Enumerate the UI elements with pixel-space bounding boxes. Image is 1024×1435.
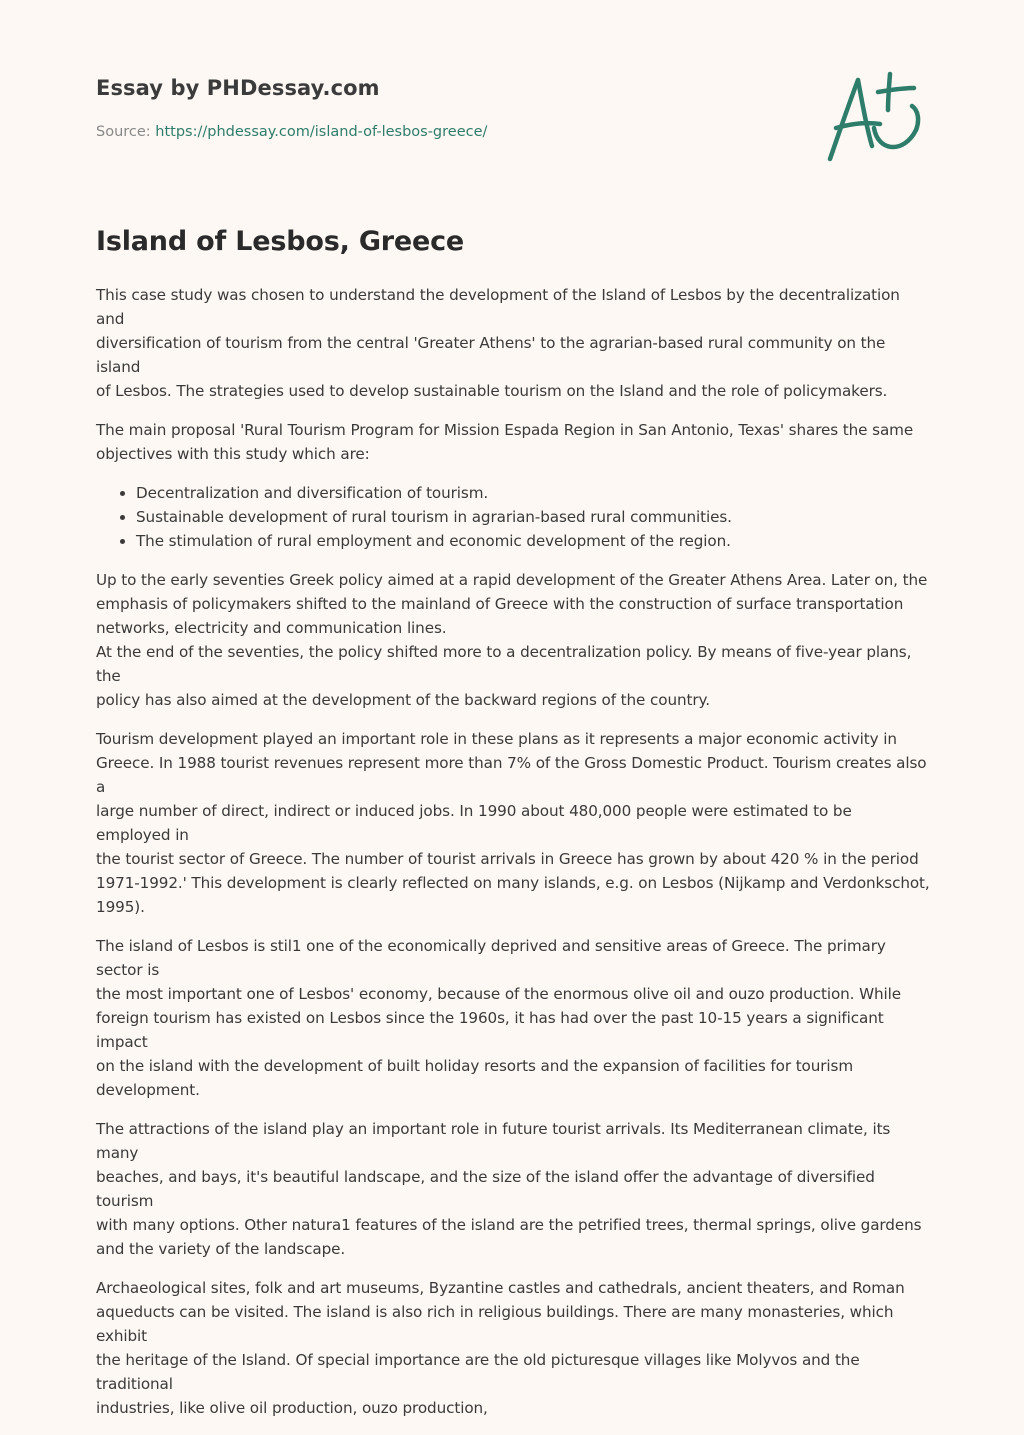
- paragraph-line: on the island with the development of built holiday resorts and the expansion of facilities for tourism: [96, 1057, 854, 1075]
- paragraph-line: the heritage of the Island. Of special importance are the old picturesque villages like Molyvos and the traditional: [96, 1351, 860, 1393]
- paragraph-line: Archaeological sites, folk and art museums, Byzantine castles and cathedrals, ancient theaters, and Roman: [96, 1279, 905, 1297]
- list-item: • Decentralization and diversification of tourism.: [136, 481, 930, 505]
- essay-content: [96, 226, 930, 1435]
- paragraph-line: Up to the early seventies Greek policy aimed at a rapid development of the Greater Athens Area. Later on, the: [96, 571, 928, 589]
- paragraph-line: networks, electricity and communication lines.: [96, 619, 447, 637]
- archaeology-paragraph: [96, 1276, 930, 1420]
- policy-paragraph: [96, 568, 930, 712]
- paragraph-line: development.: [96, 1081, 200, 1099]
- paragraph-line: policy has also aimed at the development of the backward regions of the country.: [96, 691, 710, 709]
- paragraph-line: Tourism development played an important role in these plans as it represents a major economic activity in: [96, 730, 897, 748]
- paragraph-line: the most important one of Lesbos' economy, because of the enormous olive oil and ouzo production. While: [96, 985, 902, 1003]
- paragraph-line: At the end of the seventies, the policy shifted more to a decentralization policy. By means of five-year plans, the: [96, 643, 912, 685]
- paragraph-line: The island of Lesbos is stil1 one of the economically deprived and sensitive areas of Greece. The primary sector is: [96, 937, 886, 979]
- paragraph-line: foreign tourism has existed on Lesbos since the 1960s, it has had over the past 10-15 years a significant impact: [96, 1009, 884, 1051]
- paragraph-line: diversification of tourism from the central 'Greater Athens' to the agrarian-based rural community on the island: [96, 334, 886, 376]
- essay-title: Island of Lesbos, Greece: [96, 226, 465, 257]
- paragraph-line: The main proposal 'Rural Tourism Program for Mission Espada Region in San Antonio, Texas' shares the same: [96, 421, 914, 439]
- paragraph-line: and the variety of the landscape.: [96, 1240, 346, 1258]
- source-label: Source:: [96, 124, 156, 140]
- list-item: • Sustainable development of rural tourism in agrarian-based rural communities.: [136, 505, 930, 529]
- tourism-paragraph: [96, 727, 930, 919]
- paragraph-line: objectives with this study which are:: [96, 445, 370, 463]
- paragraph-line: The attractions of the island play an important role in future tourist arrivals. Its Mediterranean climate, its many: [96, 1120, 891, 1162]
- site-title: Essay by PHDessay.com: [96, 76, 380, 100]
- island-paragraph: [96, 934, 930, 1102]
- paragraph-line: industries, like olive oil production, ouzo production,: [96, 1399, 488, 1417]
- paragraph-line: beaches, and bays, it's beautiful landscape, and the size of the island offer the advantage of diversified tourism: [96, 1168, 875, 1210]
- list-item: • The stimulation of rural employment and economic development of the region.: [136, 529, 930, 553]
- paragraph-line: 1995).: [96, 898, 145, 916]
- paragraph-line: large number of direct, indirect or induced jobs. In 1990 about 480,000 people were estimated to be employed in: [96, 802, 852, 844]
- proposal-paragraph: [96, 418, 930, 466]
- paragraph-line: with many options. Other natura1 features of the island are the petrified trees, thermal springs, olive gardens: [96, 1216, 922, 1234]
- page-header: [96, 76, 928, 140]
- objectives-list: [96, 481, 930, 553]
- paragraph-line: aqueducts can be visited. The island is also rich in religious buildings. There are many monasteries, which exhibit: [96, 1303, 894, 1345]
- paragraph-line: This case study was chosen to understand the development of the Island of Lesbos by the decentralization and: [96, 286, 900, 328]
- paragraph-line: Greece. In 1988 tourist revenues represent more than 7% of the Gross Domestic Product. Tourism creates also a: [96, 754, 927, 796]
- paragraph-line: of Lesbos. The strategies used to develop sustainable tourism on the Island and the role of policymakers.: [96, 382, 888, 400]
- paragraph-line: 1971-1992.' This development is clearly reflected on many islands, e.g. on Lesbos (Nijkamp and Verdonkschot,: [96, 874, 930, 892]
- paragraph-line: emphasis of policymakers shifted to the mainland of Greece with the construction of surface transportation: [96, 595, 904, 613]
- source-link[interactable]: https://phdessay.com/island-of-lesbos-greece/: [155, 124, 488, 140]
- a-plus-logo-icon: [820, 66, 930, 166]
- attractions-paragraph: [96, 1117, 930, 1261]
- paragraph-line: the tourist sector of Greece. The number of tourist arrivals in Greece has grown by about 420 % in the period: [96, 850, 919, 868]
- intro-paragraph: [96, 283, 930, 403]
- source-line: [96, 124, 487, 140]
